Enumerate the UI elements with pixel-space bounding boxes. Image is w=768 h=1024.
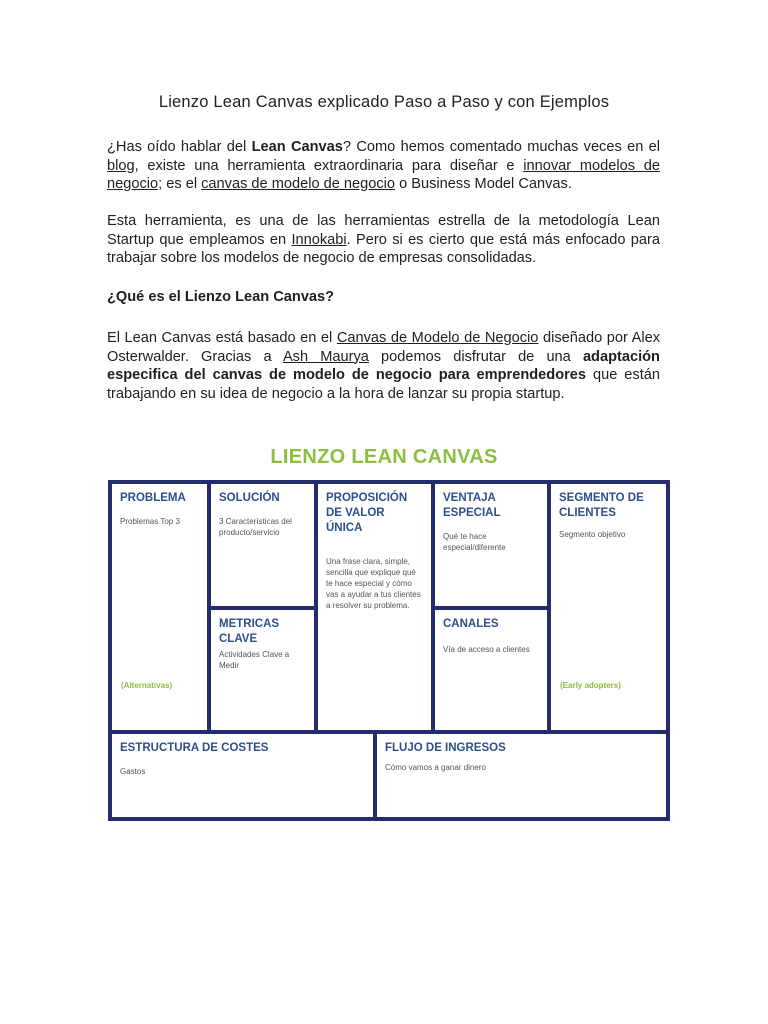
cell-ventaja xyxy=(435,484,547,606)
propuesta-title: PROPOSICIÓN DE VALOR ÚNICA xyxy=(326,492,408,534)
third-paragraph xyxy=(107,329,660,403)
document-title: Lienzo Lean Canvas explicado Paso a Paso y con Ejemplos xyxy=(158,93,610,111)
ventaja-title: VENTAJA ESPECIAL xyxy=(443,492,501,519)
canvas-title: LIENZO LEAN CANVAS xyxy=(270,446,498,468)
cell-ingresos xyxy=(377,734,666,817)
metricas-title: METRICAS CLAVE xyxy=(219,618,280,645)
text-run: Esta herramienta, es una de las herramientas estrella de la metodología Lean Startup que empleamos en xyxy=(107,213,660,248)
text-run: El Lean Canvas está basado en el xyxy=(107,330,337,346)
text-run: , existe una herramienta extraordinaria para diseñar e xyxy=(134,157,524,174)
text-run: ? Como hemos comentado muchas veces en el xyxy=(342,139,660,155)
blog-link[interactable]: blog xyxy=(107,157,135,174)
metricas-desc: Actividades Clave a Medir xyxy=(219,650,290,670)
second-paragraph xyxy=(107,212,660,268)
solucion-desc: 3 Características del producto/servicio xyxy=(219,517,292,537)
canales-title: CANALES xyxy=(443,618,499,630)
cell-canales xyxy=(435,610,547,730)
cell-solucion xyxy=(211,484,314,606)
intro-paragraph xyxy=(107,138,660,194)
problema-desc: Problemas Top 3 xyxy=(120,517,180,526)
cell-segmento xyxy=(551,484,666,730)
text-run: podemos disfrutar de una xyxy=(368,348,583,365)
canales-desc: Vía de acceso a clientes xyxy=(443,645,530,654)
problema-note: (Alternativas) xyxy=(121,681,173,690)
cell-metricas xyxy=(211,610,314,730)
ash-maurya-link[interactable]: Ash Maurya xyxy=(282,348,369,365)
ingresos-desc: Cómo vamos a ganar dinero xyxy=(385,763,486,772)
innokabi-link[interactable]: Innokabi xyxy=(291,231,347,248)
innovar-modelos-link[interactable]: innovar modelos de negocio xyxy=(107,157,660,192)
propuesta-desc: Una frase clara, simple, sencilla que explique qué te hace especial y cómo vas a ayudar a tus clientes a resolver su problema. xyxy=(326,557,421,610)
cell-propuesta xyxy=(318,484,431,730)
text-run: diseñado por Alex Osterwalder. Gracias a xyxy=(107,330,661,365)
segmento-note: (Early adopters) xyxy=(560,681,621,690)
bold-adaptacion: adaptación especifica del canvas de modelo de negocio para emprendedores xyxy=(107,348,660,383)
problema-title: PROBLEMA xyxy=(120,492,186,504)
bold-lean-canvas: Lean Canvas xyxy=(251,139,343,155)
solucion-title: SOLUCIÓN xyxy=(219,492,280,504)
ventaja-desc: Qué te hace especial/diferente xyxy=(443,532,506,552)
cell-problema xyxy=(112,484,207,730)
segmento-title: SEGMENTO DE CLIENTES xyxy=(559,492,644,519)
text-run: ¿Has oído hablar del xyxy=(107,139,252,155)
segmento-desc: Segmento objetivo xyxy=(559,530,626,539)
lean-canvas-figure xyxy=(108,480,670,821)
costes-desc: Gastos xyxy=(120,767,146,776)
costes-title: ESTRUCTURA DE COSTES xyxy=(120,742,269,754)
canvas-de-modelo-link[interactable]: Canvas de Modelo de Negocio xyxy=(336,330,539,346)
text-run: o Business Model Canvas. xyxy=(395,176,572,192)
text-run: ; es el xyxy=(158,176,202,192)
text-run: que están trabajando en su idea de negocio a la hora de lanzar su propia startup. xyxy=(107,367,660,402)
canvas-modelo-link[interactable]: canvas de modelo de negocio xyxy=(201,176,396,192)
section-heading: ¿Qué es el Lienzo Lean Canvas? xyxy=(107,289,335,305)
text-run: . Pero si es cierto que está más enfocado para trabajar sobre los modelos de negocio de empresas consolidadas. xyxy=(107,231,660,266)
ingresos-title: FLUJO DE INGRESOS xyxy=(385,742,506,754)
cell-costes xyxy=(112,734,373,817)
